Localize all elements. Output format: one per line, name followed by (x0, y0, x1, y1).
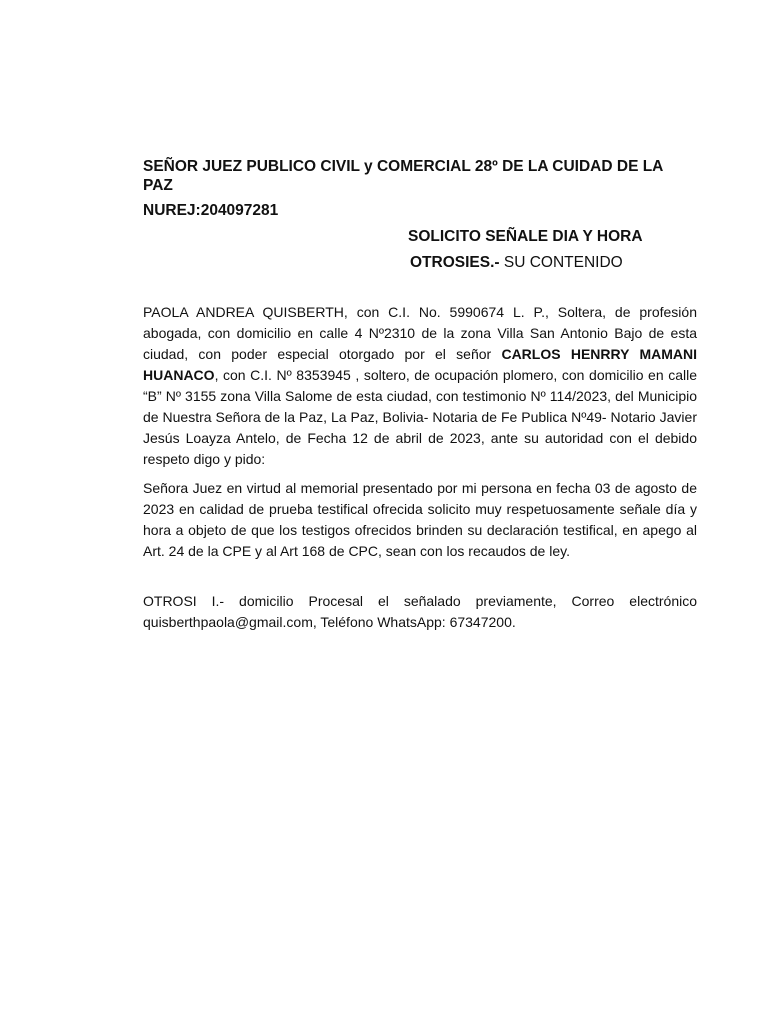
court-heading: SEÑOR JUEZ PUBLICO CIVIL y COMERCIAL 28º DE LA CUIDAD DE LA PAZ (143, 158, 663, 194)
request-title: SOLICITO SEÑALE DIA Y HORA (408, 228, 643, 245)
paragraph-request: Señora Juez en virtud al memorial presentado por mi persona en fecha 03 de agosto de 2023 en calidad de prueba testifical ofrecida solicito muy respetuosamente señale día y hora a objeto de que los testigos ofrecidos brinden su declaración testifical, en apego al Art. 24 de la CPE y al Art 168 de CPC, sean con los recaudos de ley. (143, 480, 697, 559)
paragraph-otrosi: OTROSI I.- domicilio Procesal el señalado previamente, Correo electrónico quisberthpaola@gmail.com, Teléfono WhatsApp: 67347200. (143, 593, 697, 630)
otrosies-line (410, 253, 623, 272)
otrosies-value: SU CONTENIDO (499, 254, 623, 271)
intro-text-part2: , con C.I. Nº 8353945 , soltero, de ocupación plomero, con domicilio en calle “B” Nº 3155 zona Villa Salome de esta ciudad, con testimonio Nº 114/2023, del Municipio de Nuestra Señora de la Paz, La Paz, Bolivia- Notaria de Fe Publica Nº49- Notario Javier Jesús Loayza Antelo, de Fecha 12 de abril de 2023, ante su autoridad con el debido respeto digo y pido: (143, 367, 697, 467)
paragraph-introduction (143, 302, 697, 470)
intro-text-part1: PAOLA ANDREA QUISBERTH, con C.I. No. 5990674 L. P., Soltera, de profesión abogada, con domicilio en calle 4 Nº2310 de la zona Villa San Antonio Bajo de esta ciudad, con poder especial otorgado por el señor (143, 304, 697, 362)
grantor-name: CARLOS HENRRY MAMANI HUANACO (143, 346, 697, 383)
otrosies-label: OTROSIES.- (410, 254, 500, 271)
nurej-number: NUREJ:204097281 (143, 202, 279, 219)
